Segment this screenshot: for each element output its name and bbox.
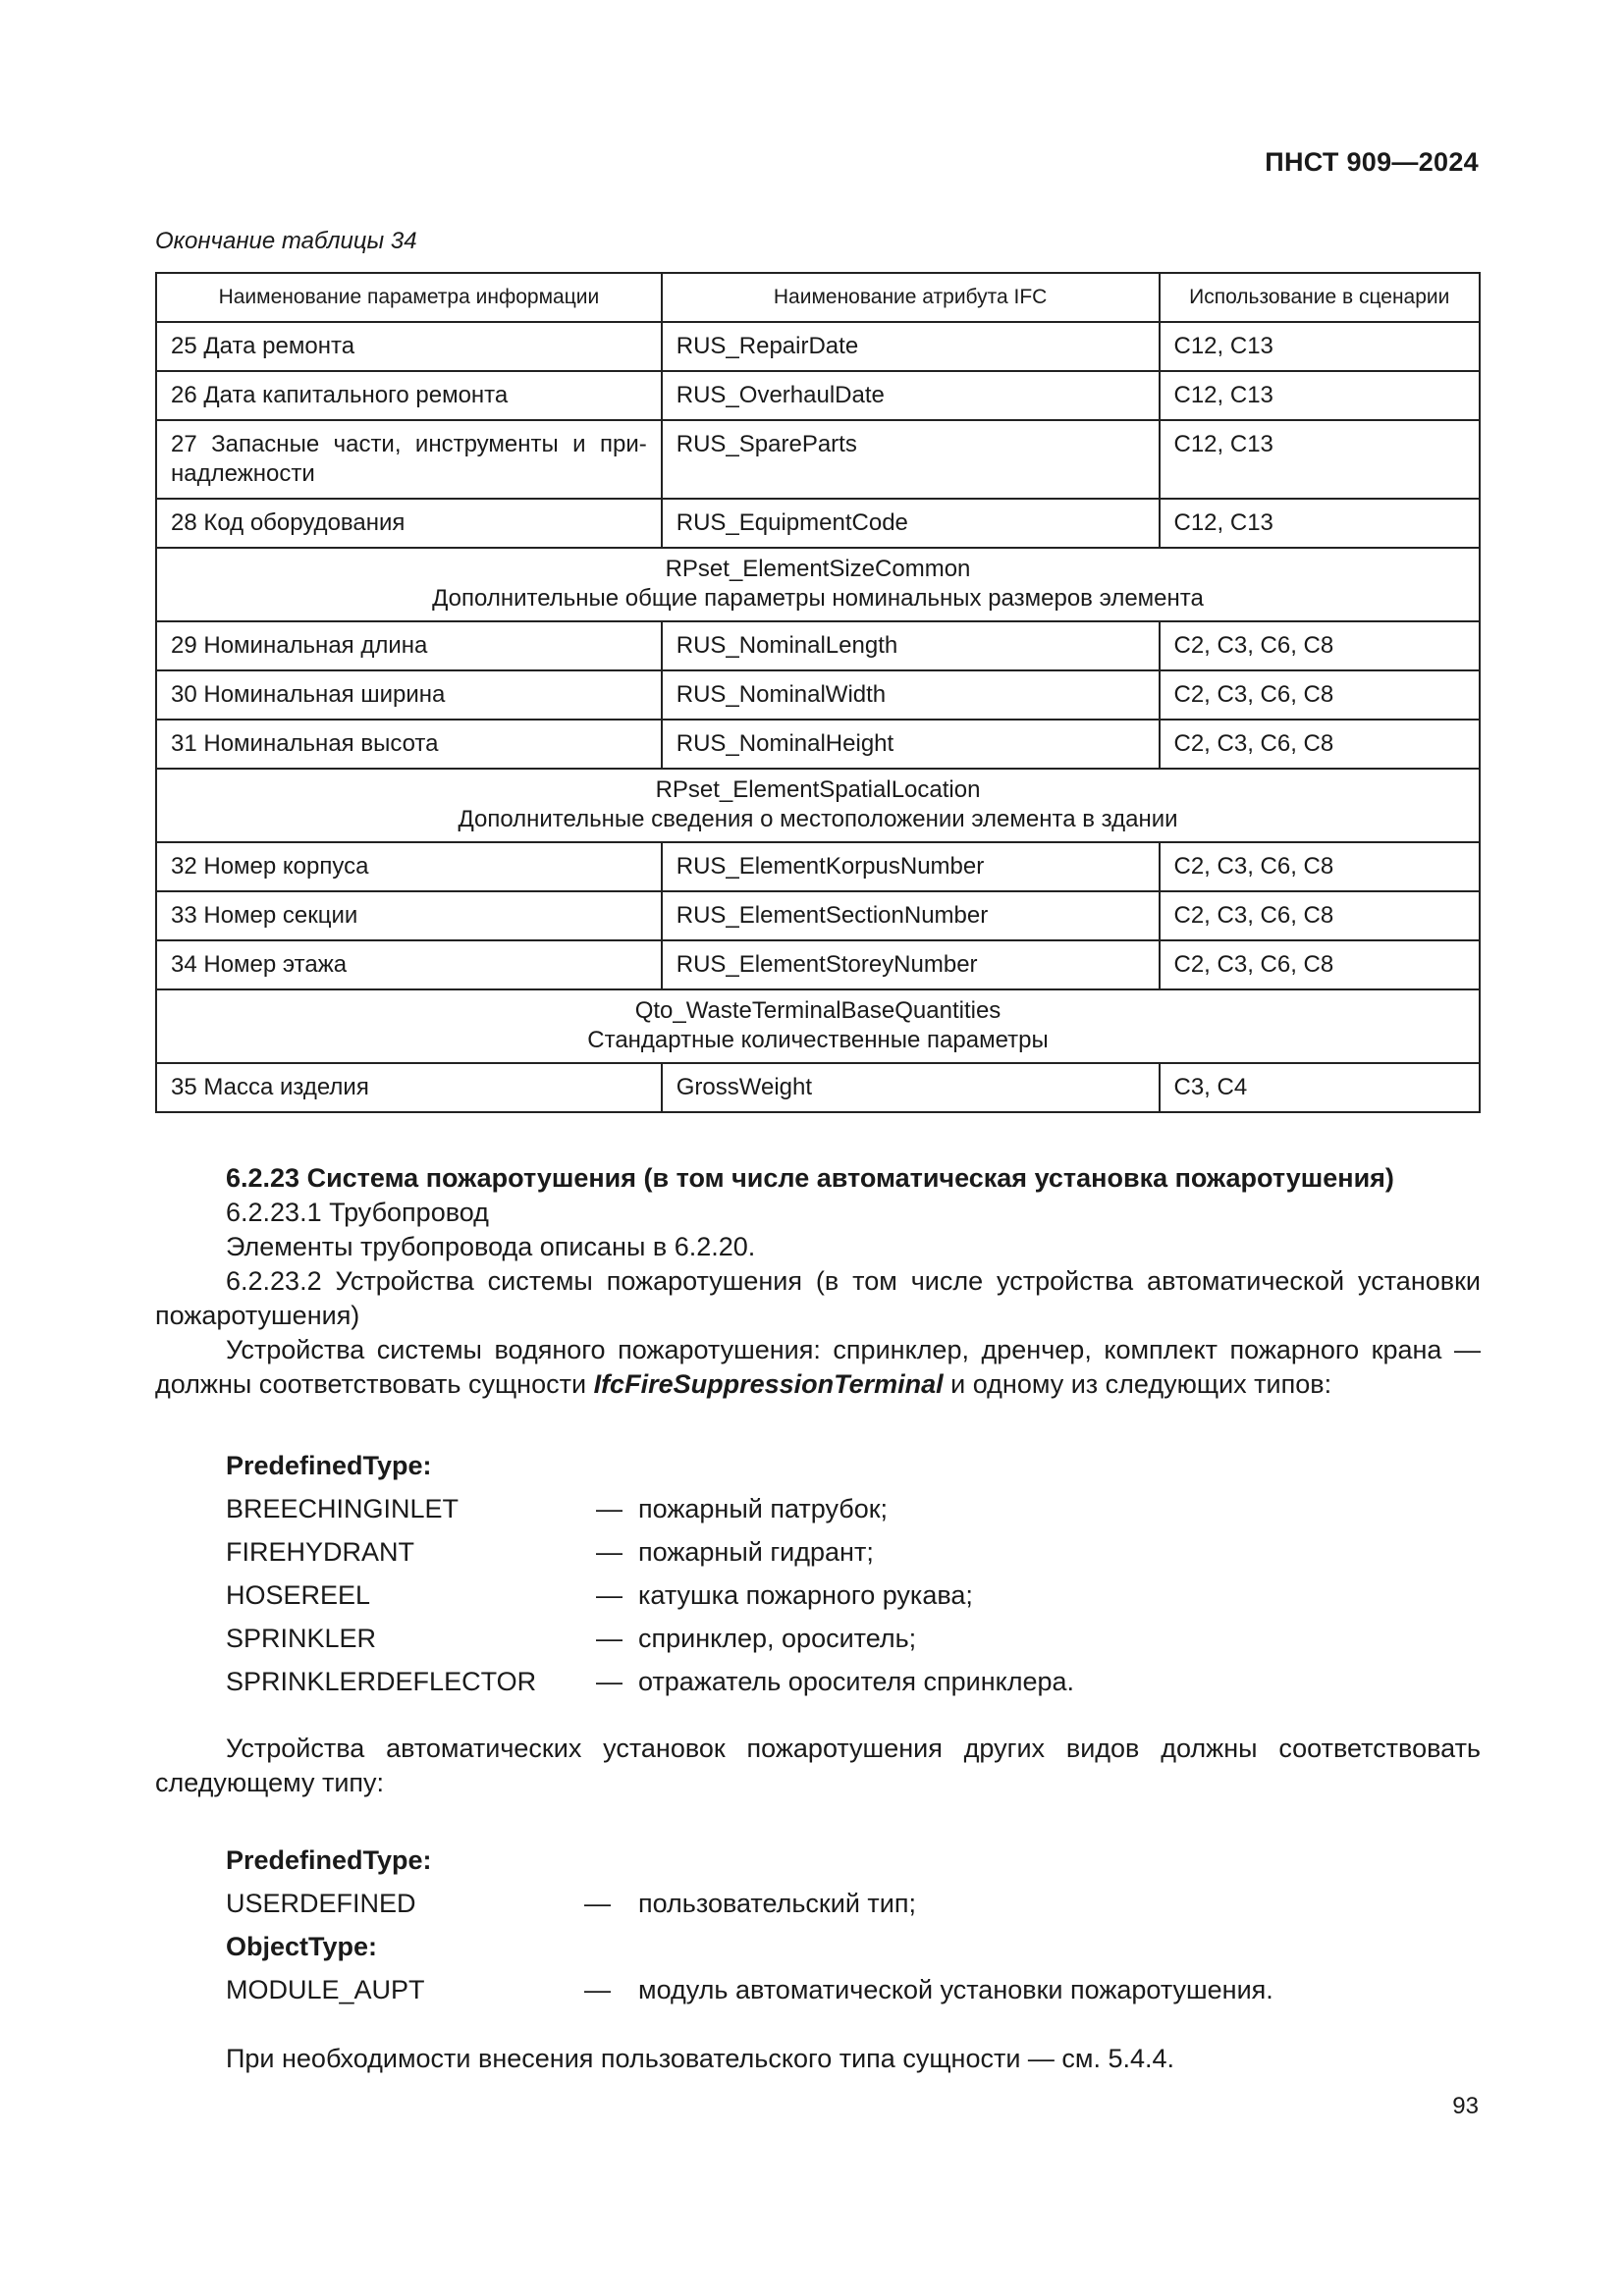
ifc-attribute-cell: RUS_NominalHeight	[662, 720, 1160, 769]
ifc-attribute-cell: RUS_EquipmentCode	[662, 499, 1160, 548]
property-set-title: Qto_WasteTerminalBaseQuantities	[634, 997, 1001, 1024]
scenario-usage-cell: C2, C3, C6, C8	[1160, 842, 1481, 891]
ifc-attribute-cell: RUS_RepairDate	[662, 322, 1160, 371]
scenario-usage-cell: C2, C3, C6, C8	[1160, 670, 1481, 720]
type-code: MODULE_AUPT	[226, 1975, 425, 2004]
paragraph: При необходимости внесения пользовательского типа сущности — см. 5.4.4.	[226, 2044, 1175, 2073]
property-set-title: RPset_ElementSizeCommon	[665, 556, 971, 582]
type-description: модуль автоматической установки пожаротушения.	[638, 1975, 1273, 2004]
type-entry	[226, 1975, 1404, 2018]
table-row	[156, 621, 1480, 670]
scenario-usage-cell: C2, C3, C6, C8	[1160, 940, 1481, 989]
section-body-2	[155, 1732, 1481, 1800]
table-row	[156, 720, 1480, 769]
paragraph-text: и одному из следующих типов:	[943, 1369, 1332, 1399]
type-description: отражатель оросителя спринклера.	[638, 1667, 1075, 1696]
type-entry	[226, 1667, 1404, 1710]
subsection-heading: 6.2.23.1 Трубопровод	[226, 1198, 489, 1227]
column-header: Наименование параметра информации	[156, 273, 662, 322]
subsection-heading: 6.2.23.2 Устройства системы пожаротушения (в том числе устройства автоматической установки пожаротушения)	[155, 1266, 1481, 1330]
table-row	[156, 499, 1480, 548]
scenario-usage-cell: C2, C3, C6, C8	[1160, 720, 1481, 769]
scenario-usage-cell: C12, C13	[1160, 371, 1481, 420]
table-row	[156, 842, 1480, 891]
dash: —	[584, 1975, 611, 2004]
predefined-type-list	[226, 1451, 1404, 1710]
dash: —	[596, 1580, 623, 1610]
ifc-attribute-cell: RUS_NominalWidth	[662, 670, 1160, 720]
table-row	[156, 420, 1480, 499]
scenario-usage-cell: C2, C3, C6, C8	[1160, 621, 1481, 670]
param-name-cell: 25 Дата ремонта	[156, 322, 662, 371]
type-code: SPRINKLER	[226, 1624, 377, 1653]
param-name-cell: 32 Номер корпуса	[156, 842, 662, 891]
table-row	[156, 891, 1480, 940]
ifc-attribute-cell: RUS_ElementStoreyNumber	[662, 940, 1160, 989]
type-entry	[226, 1580, 1404, 1624]
type-code: SPRINKLERDEFLECTOR	[226, 1667, 537, 1696]
property-set-description: Дополнительные общие параметры номинальных размеров элемента	[432, 585, 1204, 612]
param-name-cell: 26 Дата капитального ремонта	[156, 371, 662, 420]
property-set-cell	[156, 769, 1480, 842]
table-header-row	[156, 273, 1480, 322]
section-heading: 6.2.23 Система пожаротушения (в том числе автоматическая установка пожаротушения)	[226, 1163, 1394, 1193]
type-entry	[226, 1624, 1404, 1667]
dash: —	[596, 1667, 623, 1696]
table-row	[156, 940, 1480, 989]
scenario-usage-cell: C2, C3, C6, C8	[1160, 891, 1481, 940]
predefined-type-label: PredefinedType:	[226, 1451, 432, 1480]
property-set-cell	[156, 548, 1480, 621]
param-name-cell: 33 Номер секции	[156, 891, 662, 940]
scenario-usage-cell: C3, C4	[1160, 1063, 1481, 1112]
ifc-attribute-cell: RUS_OverhaulDate	[662, 371, 1160, 420]
section-body	[155, 1161, 1481, 1402]
param-name-cell: 34 Номер этажа	[156, 940, 662, 989]
dash: —	[596, 1537, 623, 1567]
type-code: HOSEREEL	[226, 1580, 371, 1610]
predefined-type-label: PredefinedType:	[226, 1845, 432, 1875]
column-header: Использование в сценарии	[1160, 273, 1481, 322]
type-code: USERDEFINED	[226, 1889, 416, 1918]
type-description: пожарный гидрант;	[638, 1537, 874, 1567]
table-group-row	[156, 548, 1480, 621]
dash: —	[596, 1494, 623, 1523]
paragraph: Элементы трубопровода описаны в 6.2.20.	[226, 1232, 756, 1261]
ifc-entity-name: IfcFireSuppressionTerminal	[593, 1369, 944, 1399]
type-entry	[226, 1537, 1404, 1580]
type-description: пожарный патрубок;	[638, 1494, 889, 1523]
type-description: катушка пожарного рукава;	[638, 1580, 973, 1610]
parameters-table	[155, 272, 1481, 1113]
param-name-cell: 28 Код оборудования	[156, 499, 662, 548]
ifc-attribute-cell: GrossWeight	[662, 1063, 1160, 1112]
table-row	[156, 322, 1480, 371]
param-name-line: надлежности	[171, 460, 315, 487]
ifc-attribute-cell: RUS_ElementSectionNumber	[662, 891, 1160, 940]
param-name-cell	[156, 420, 662, 499]
param-name-line: 27 Запасные части, инструменты и при-	[171, 431, 647, 457]
type-code: FIREHYDRANT	[226, 1537, 415, 1567]
type-entry	[226, 1889, 1404, 1932]
scenario-usage-cell: C12, C13	[1160, 499, 1481, 548]
dash: —	[584, 1889, 611, 1918]
scenario-usage-cell: C12, C13	[1160, 322, 1481, 371]
standard-code: ПНСТ 909—2024	[1265, 147, 1479, 177]
ifc-attribute-cell: RUS_ElementKorpusNumber	[662, 842, 1160, 891]
table-row	[156, 1063, 1480, 1112]
type-description: спринклер, ороситель;	[638, 1624, 917, 1653]
userdefined-type-list	[226, 1845, 1404, 2018]
property-set-title: RPset_ElementSpatialLocation	[655, 776, 981, 803]
property-set-description: Стандартные количественные параметры	[587, 1027, 1049, 1053]
ifc-attribute-cell: RUS_SpareParts	[662, 420, 1160, 499]
property-set-cell	[156, 989, 1480, 1063]
section-body-3	[155, 2042, 1481, 2076]
object-type-label: ObjectType:	[226, 1932, 378, 1961]
table-group-row	[156, 989, 1480, 1063]
scenario-usage-cell: C12, C13	[1160, 420, 1481, 499]
type-description: пользовательский тип;	[638, 1889, 916, 1918]
page-number: 93	[1452, 2093, 1479, 2119]
property-set-description: Дополнительные сведения о местоположении элемента в здании	[458, 806, 1178, 832]
column-header: Наименование атрибута IFC	[662, 273, 1160, 322]
paragraph: Устройства автоматических установок пожаротушения других видов должны соответствовать следующему типу:	[155, 1734, 1481, 1797]
dash: —	[596, 1624, 623, 1653]
table-group-row	[156, 769, 1480, 842]
param-name-cell: 31 Номинальная высота	[156, 720, 662, 769]
table-row	[156, 371, 1480, 420]
table-caption: Окончание таблицы 34	[155, 228, 417, 254]
ifc-attribute-cell: RUS_NominalLength	[662, 621, 1160, 670]
paragraph	[155, 1333, 1481, 1402]
param-name-cell: 35 Масса изделия	[156, 1063, 662, 1112]
table-row	[156, 670, 1480, 720]
paragraph-text: Устройства системы водяного пожаротушения: спринклер, дренчер, комплект пожарного крана — должны соответствовать сущности	[155, 1335, 1481, 1399]
param-name-cell: 30 Номинальная ширина	[156, 670, 662, 720]
type-code: BREECHINGINLET	[226, 1494, 460, 1523]
param-name-cell: 29 Номинальная длина	[156, 621, 662, 670]
type-entry	[226, 1494, 1404, 1537]
